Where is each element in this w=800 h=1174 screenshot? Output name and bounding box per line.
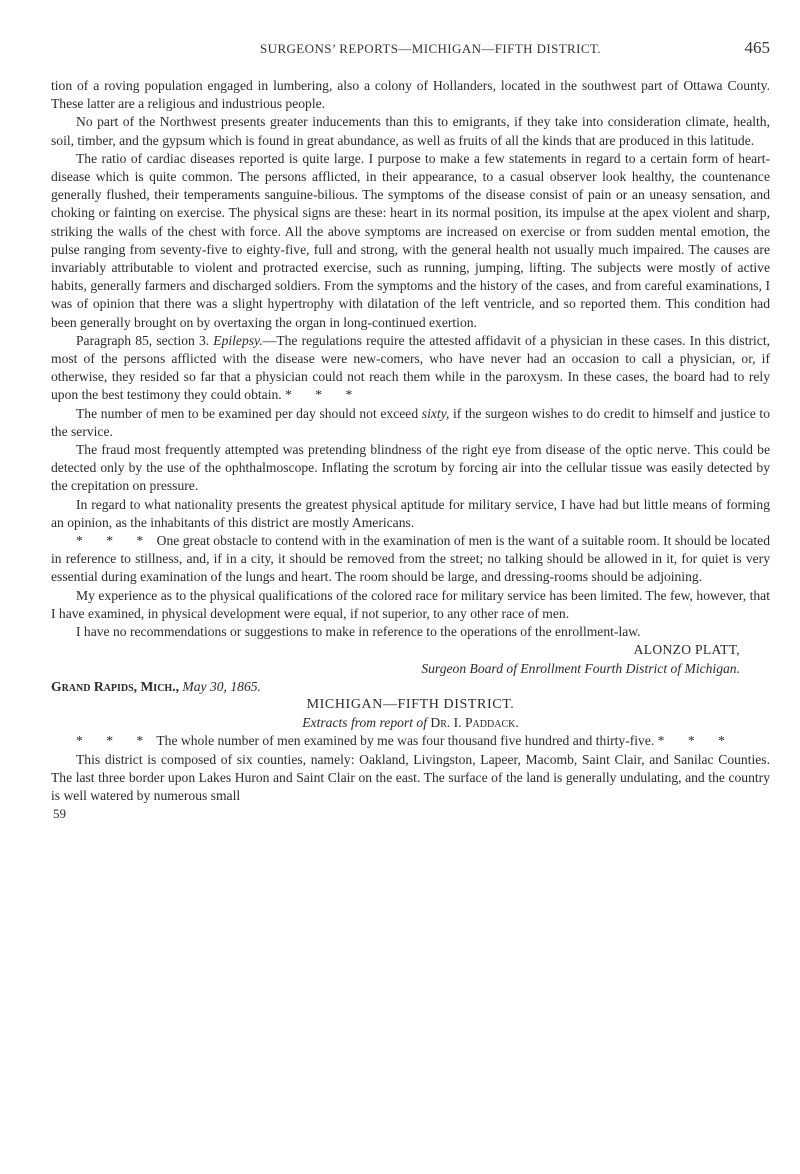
- section-heading: MICHIGAN—FIFTH DISTRICT.: [306, 696, 515, 712]
- page-number: 465: [744, 38, 770, 57]
- paragraph: The fraud most frequently attempted was pretending blindness of the right eye from disease of the optic nerve. This could be detected only by the use of the ophthalmoscope. Inflating the scrotum by forcing air into the cellular tissue was easily detected by the crepitation on pressure.: [51, 442, 770, 494]
- signature-place-date: [51, 678, 770, 696]
- paragraph: No part of the Northwest presents greater inducements than this to emigrants, if they take into consideration climate, health, soil, timber, and the gypsum which is found in great abundance, as well as fruits of all the kinds that are produced in this latitude.: [51, 114, 770, 148]
- text-run: The number of men to be examined per day should not exceed: [76, 405, 419, 421]
- paragraph-reference: Paragraph 85, section 3.: [76, 332, 210, 348]
- paragraph: My experience as to the physical qualifications of the colored race for military service has been limited. The few, however, that I have examined, in physical development were equal, if not superior, to any other race of men.: [51, 587, 770, 621]
- paragraph: I have no recommendations or suggestions to make in reference to the operations of the enrollment-law.: [76, 624, 641, 640]
- extract-author: Dr. I. Paddack.: [430, 715, 519, 731]
- paragraph: tion of a roving population engaged in lumbering, also a colony of Hollanders, located in the southwest part of Ottawa County. These latter are a religious and industrious people.: [51, 78, 770, 112]
- paragraph: In regard to what nationality presents the greatest physical aptitude for military service, I have had but little means of forming an opinion, as the inhabitants of this district are mostly Americans.: [51, 496, 770, 530]
- signature-folio: 59: [53, 806, 66, 822]
- signature-name: ALONZO PLATT,: [633, 642, 740, 658]
- ellipsis-stars: * * *: [657, 733, 735, 749]
- paragraph: [51, 532, 770, 587]
- paragraph: [51, 405, 770, 441]
- text-run: if the surgeon wishes to do credit to himself and justice to the service.: [51, 405, 770, 439]
- extract-label: Extracts from report of: [302, 715, 427, 731]
- ellipsis-stars: * * *: [76, 533, 154, 549]
- extract-line: [51, 714, 770, 732]
- running-head-title: SURGEONS’ REPORTS—MICHIGAN—FIFTH DISTRICT.: [260, 41, 601, 56]
- page-body: [51, 77, 770, 823]
- signature-date: May 30, 1865.: [182, 678, 261, 694]
- emphasis-sixty: sixty,: [421, 405, 450, 421]
- ellipsis-stars: * * *: [76, 733, 154, 749]
- ellipsis-stars: * * *: [285, 387, 363, 403]
- text-run: One great obstacle to contend with in the examination of men is the want of a suitable room. It should be located in reference to stillness, and, if in a city, it should be removed from the street; no talking should be allowed in it, for quiet is very essential during examination of the lungs and heart. The room should be large, and dressing-rooms should be adjoining.: [51, 533, 771, 585]
- text-run: The whole number of men examined by me was four thousand five hundred and thirty-five.: [156, 733, 655, 749]
- epilepsy-term: Epilepsy.: [213, 332, 263, 348]
- paragraph: This district is composed of six counties, namely: Oakland, Livingston, Lapeer, Macomb, Saint Clair, and Sanilac Counties. The last three border upon Lakes Huron and Saint Clair on the east. The surface of the land is generally undulating, and the country is well watered by numerous small: [51, 751, 770, 803]
- paragraph-epilepsy: [51, 332, 770, 405]
- paragraph: [51, 732, 770, 750]
- epilepsy-text: —The regulations require the attested affidavit of a physician in these cases. In this district, most of the persons afflicted with the disease were new-comers, who have never had an occasion to call a physician, or, if otherwise, they resided so far that a physician could not reach them while in the paroxysm. In these cases, the board had to rely upon the best testimony they could obtain.: [51, 332, 771, 403]
- signature-title: Surgeon Board of Enrollment Fourth District of Michigan.: [421, 660, 740, 676]
- signature-place: Grand Rapids, Mich.,: [51, 678, 179, 694]
- paragraph: The ratio of cardiac diseases reported is quite large. I purpose to make a few statements in regard to a certain form of heart-disease which is quite common. The persons afflicted, in their appearance, to a casual observer look healthy, the countenance generally flushed, their temperaments sanguine-bilious. The symptoms of the disease consist of pain or an uneasy sensation, and choking or fainting on exercise. The physical signs are these: heart in its normal position, its impulse at the apex violent and sharp, striking the walls of the chest with force. All the above symptoms are increased on exercise or from sudden mental emotion, the pulse ranging from seventy-five to eighty-five, full and strong, with the general health not usually much impaired. The causes are invariably attributable to violent and protracted exercise, such as running, jumping, lifting. The subjects were mostly of active habits, generally farmers and discharged soldiers. From the symptoms and the history of the cases, and from careful examinations, I was of opinion that there was a slight hypertrophy with dilatation of the left ventricle, and so reported them. This condition had been generally brought on by overtaxing the organ in long-continued exertion.: [51, 150, 770, 330]
- running-head: [51, 38, 770, 67]
